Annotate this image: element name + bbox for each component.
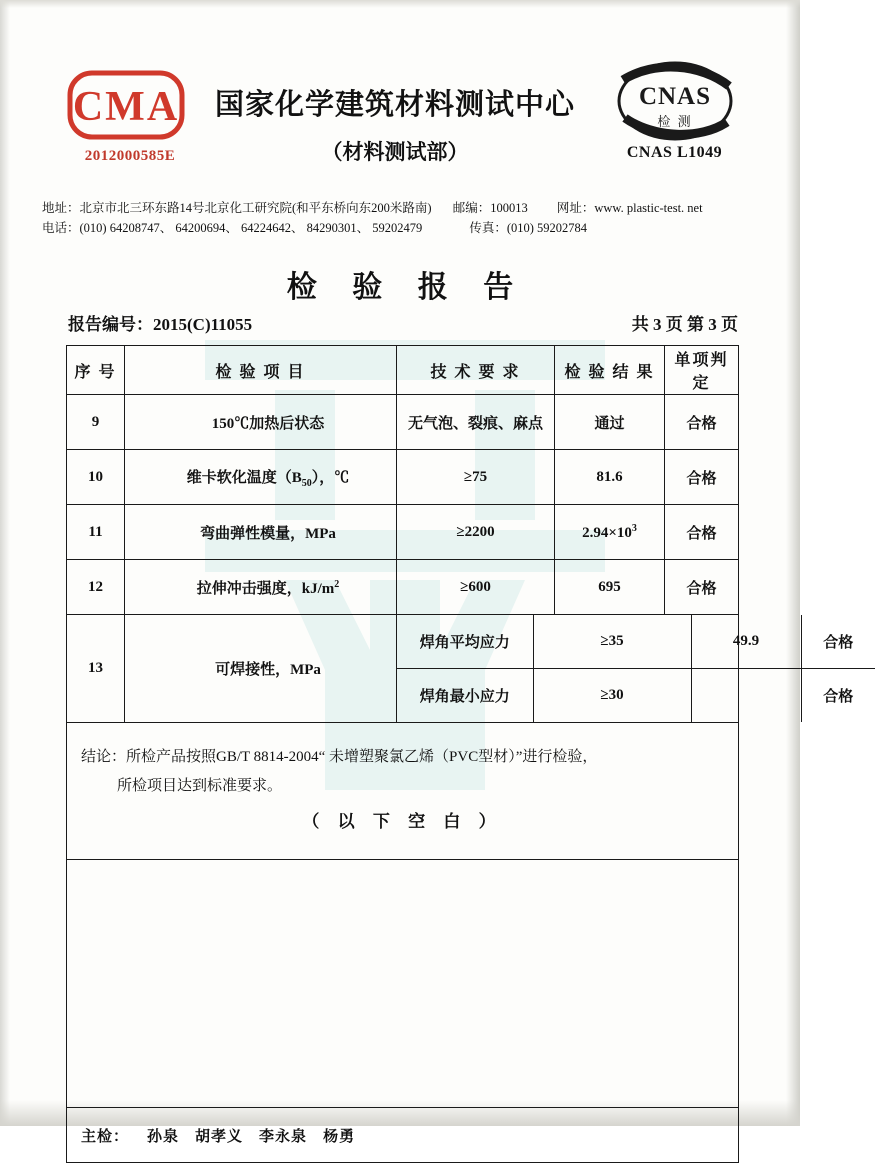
fax-label: 传真： [469, 221, 507, 235]
page-count: 共 3 页 第 3 页 [631, 315, 738, 334]
header-cell-result: 检 验 结 果 [555, 346, 665, 395]
report-number [68, 310, 252, 335]
row-item-base: 维卡软化温度（B [186, 469, 302, 486]
row-requirement: ≥600 [397, 560, 555, 615]
row-no: 9 [67, 395, 125, 450]
row-result-base: 2.94×10 [582, 524, 632, 541]
blank-below-note: （ 以 下 空 白 ） [302, 811, 503, 831]
address-label: 地址： [42, 201, 80, 215]
table-row [67, 450, 739, 505]
website-value: www. plastic-test. net [594, 201, 703, 215]
sub-row-judgement: 合格 [801, 615, 875, 669]
signer-name: 孙泉 [147, 1128, 180, 1145]
fax-value: (010) 59202784 [506, 221, 588, 235]
address-value: 北京市北三环东路14号北京化工研究院(和平东桥向东200米路南) [79, 201, 432, 215]
row-requirement: 无气泡、裂痕、麻点 [397, 395, 555, 450]
table-header-row [67, 346, 739, 395]
sub-row-result: 49.9 [691, 615, 801, 669]
row-item: 150℃加热后状态 [125, 395, 397, 450]
header-cell-item: 检 验 项 目 [125, 346, 397, 395]
signature-names [147, 1129, 371, 1145]
sub-row-label: 焊角最小应力 [397, 669, 533, 723]
row-result: 81.6 [555, 450, 665, 505]
cma-logo-icon [67, 70, 185, 140]
document-header [55, 60, 755, 195]
signature-cell [67, 1108, 739, 1163]
row-item [125, 450, 397, 505]
svg-text:CNAS: CNAS [638, 83, 712, 110]
row-result: 通过 [555, 395, 665, 450]
cma-code: 2012000585E [84, 148, 176, 164]
signer-name: 杨勇 [323, 1128, 356, 1145]
website-label: 网址： [556, 201, 595, 215]
row-judgement: 合格 [665, 450, 739, 505]
cnas-logo-icon [605, 60, 745, 142]
row-judgement: 合格 [665, 395, 739, 450]
sub-row-judgement: 合格 [801, 669, 875, 723]
sub-row-result [691, 669, 801, 723]
page-edge-left [0, 0, 10, 1126]
cnas-code: CNAS L1049 [626, 144, 723, 161]
conclusion-row [67, 723, 739, 860]
subtable-row [397, 669, 875, 723]
weldability-subtable-cell [397, 615, 854, 723]
row-no: 11 [67, 505, 125, 560]
signer-name: 李永泉 [259, 1128, 308, 1145]
signer-name: 胡孝义 [195, 1128, 244, 1145]
report-number-label: 报告编号： [68, 315, 153, 334]
postcode-value: 100013 [490, 201, 528, 215]
row-item-exponent: 2 [334, 578, 340, 590]
report-title: 检 验 报 告 [286, 271, 528, 304]
sub-row-requirement: ≥30 [533, 669, 691, 723]
table-row [67, 615, 739, 723]
page-title: 国家化学建筑材料测试中心 [214, 89, 575, 121]
table-row [67, 560, 739, 615]
sub-row-label: 焊角平均应力 [397, 615, 533, 669]
results-table [66, 345, 854, 1163]
row-requirement: ≥2200 [397, 505, 555, 560]
conclusion-cell [67, 723, 739, 860]
report-number-value: 2015(C)11055 [153, 315, 253, 334]
postcode-label: 邮编： [452, 201, 491, 215]
table-row [67, 505, 739, 560]
tel-value: (010) 64208747、 64200694、 64224642、 84290301、 59202479 [79, 221, 423, 235]
row-requirement: ≥75 [397, 450, 555, 505]
header-cell-no: 序 号 [67, 346, 125, 395]
row-item: 可焊接性，MPa [125, 615, 397, 723]
row-no: 10 [67, 450, 125, 505]
row-item-base: 拉伸冲击强度，kJ/m [196, 580, 335, 597]
row-result [555, 505, 665, 560]
svg-text:检 测: 检 测 [657, 114, 693, 129]
conclusion-line-1: 结论：所检产品按照GB/T 8814-2004“ 未增塑聚氯乙烯（PVC型材）”进行检验， [81, 748, 598, 765]
page-edge-right [786, 0, 800, 1126]
empty-area [67, 860, 739, 1108]
signature-label: 主检： [81, 1128, 130, 1145]
contact-info [42, 198, 760, 238]
weldability-subtable [397, 615, 875, 722]
row-item-tail: ），℃ [311, 469, 350, 486]
tel-label: 电话： [42, 221, 80, 235]
row-result-exponent: 3 [631, 522, 637, 534]
row-judgement: 合格 [665, 505, 739, 560]
results-table-wrapper [66, 345, 854, 1163]
header-cell-requirement: 技 术 要 求 [397, 346, 555, 395]
page-edge-top [0, 0, 800, 8]
row-item: 弯曲弹性模量，MPa [125, 505, 397, 560]
header-cell-judgement: 单项判定 [665, 346, 739, 395]
row-result: 695 [555, 560, 665, 615]
svg-text:CMA: CMA [72, 84, 180, 130]
row-item [125, 560, 397, 615]
page-subtitle: （材料测试部） [321, 140, 469, 164]
row-no: 13 [67, 615, 125, 723]
row-judgement: 合格 [665, 560, 739, 615]
signature-row [67, 1108, 739, 1163]
row-no: 12 [67, 560, 125, 615]
conclusion-line-2: 所检项目达到标准要求。 [117, 777, 283, 794]
sub-row-requirement: ≥35 [533, 615, 691, 669]
row-item-subscript: 50 [301, 477, 312, 489]
table-row [67, 395, 739, 450]
subtable-row [397, 615, 875, 669]
empty-row [67, 860, 739, 1108]
